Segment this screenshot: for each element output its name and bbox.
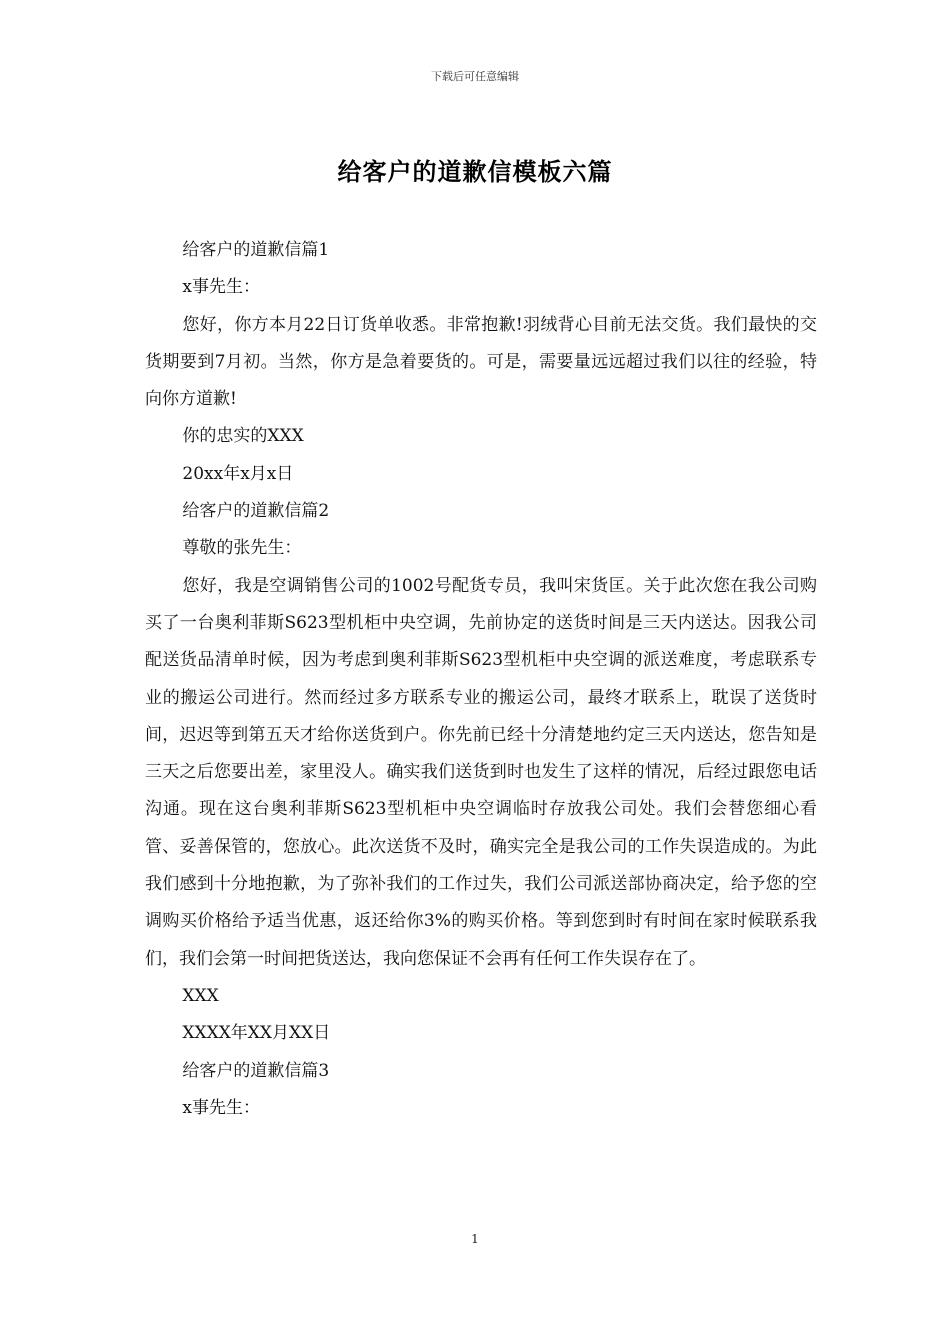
body-paragraph: 您好，你方本月22日订货单收悉。非常抱歉!羽绒背心目前无法交货。我们最快的交货期要到7月初。当然，你方是急着要货的。可是，需要量远远超过我们以往的经验，特向你方道歉!: [145, 314, 817, 410]
section-heading-3: 给客户的道歉信篇3: [182, 1060, 330, 1081]
body-paragraph: 您好，我是空调销售公司的1002号配货专员，我叫宋货匡。关于此次您在我公司购买了一台奥利菲斯S623型机柜中央空调，先前协定的送货时间是三天内送达。因我公司配送货品清单时候，因为考虑到奥利菲斯S623型机柜中央空调的派送难度，考虑联系专业的搬运公司进行。然而经过多方联系专业的搬运公司，最终才联系上，耽误了送货时间，迟迟等到第五天才给你送货到户。你先前已经十分清楚地约定三天内送达，您告知是三天之后您要出差，家里没人。确实我们送货到时也发生了这样的情况，后经过跟您电话沟通。现在这台奥利菲斯S623型机柜中央空调临时存放我公司处。我们会替您细心看管、妥善保管的，您放心。此次送货不及时，确实完全是我公司的工作失误造成的。为此我们感到十分地抱歉，为了弥补我们的工作过失，我们公司派送部协商决定，给予您的空调购买价格给予适当优惠，返还给你3%的购买价格。等到您到时有时间在家时候联系我们，我们会第一时间把货送达，我向您保证不会再有任何工作失误存在了。: [145, 575, 817, 969]
section-heading-2: 给客户的道歉信篇2: [182, 501, 330, 522]
salutation: x事先生：: [182, 1097, 260, 1118]
header-note: 下载后可任意编辑: [431, 70, 519, 83]
signature: 你的忠实的XXX: [182, 426, 304, 447]
salutation: x事先生：: [182, 277, 260, 298]
document-title: 给客户的道歉信模板六篇: [337, 157, 613, 186]
salutation: 尊敬的张先生：: [182, 538, 302, 559]
signature: XXX: [182, 985, 219, 1006]
page-number: 1: [471, 1232, 479, 1246]
date-line: 20xx年x月x日: [182, 463, 294, 484]
section-heading-1: 给客户的道歉信篇1: [182, 240, 330, 260]
document-body: [145, 232, 817, 1127]
date-line: XXXX年XX月XX日: [182, 1023, 331, 1044]
